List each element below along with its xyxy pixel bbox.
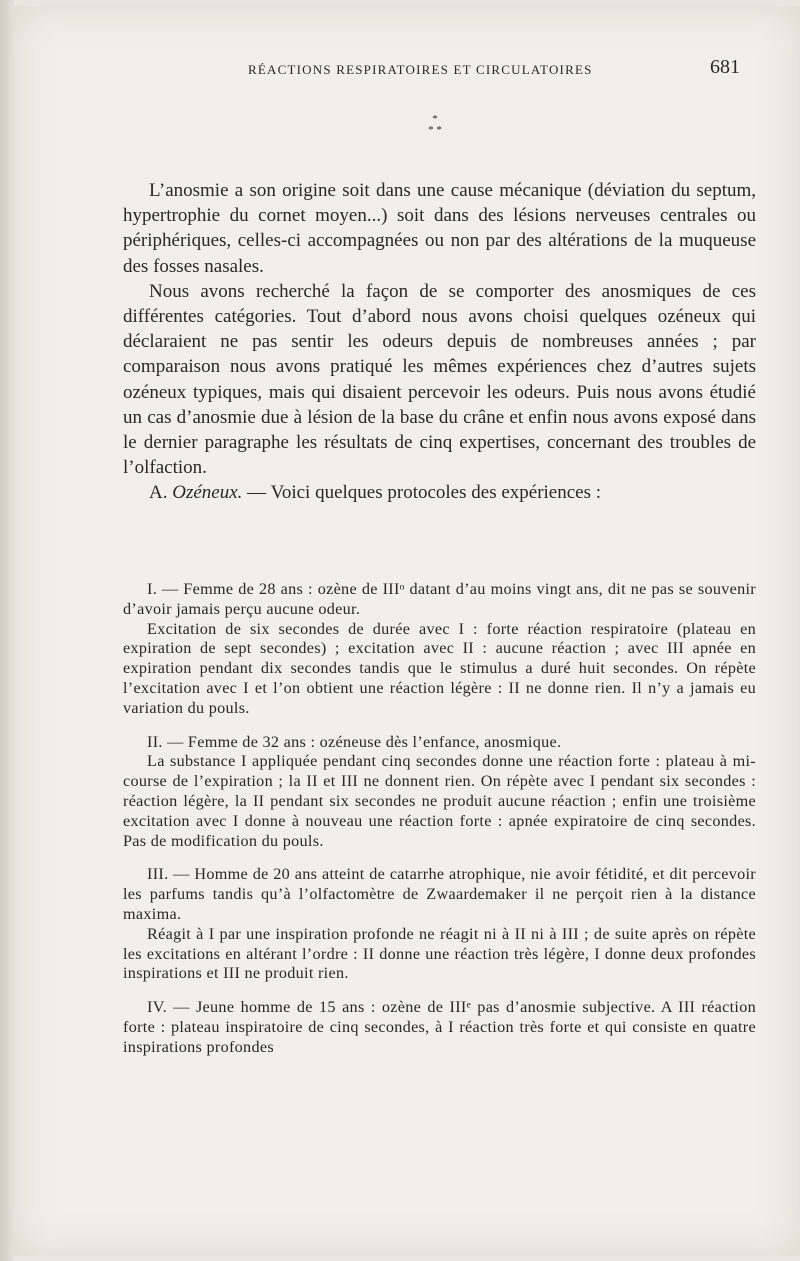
section-intro: — Voici quelques protocoles des expériences : [247,482,602,504]
section-title: Ozéneux. [172,482,243,504]
protocol-case-1 [123,580,756,719]
case-1-description: I. — Femme de 28 ans : ozène de IIIᵒ datant d’au moins vingt ans, dit ne pas se souvenir d’avoir jamais perçu aucune odeur. [123,580,756,618]
main-text [123,178,756,506]
section-ornament [420,114,450,136]
protocol-list [123,580,756,1058]
case-1-results: Excitation de six secondes de durée avec I : forte réaction respiratoire (plateau en expiration de sept secondes) ; excitation avec II : aucune réaction ; avec III apnée en expiration pendant dix secondes tandis que le stimulus a duré huit secondes. On répète l’excitation avec I et l’on obtient une réaction légère : II ne donne rien. Il n’y a jamais eu variation du pouls. [123,619,756,717]
running-head: RÉACTIONS RESPIRATOIRES ET CIRCULATOIRES [248,62,593,77]
paragraph-ozeneux-heading [123,480,756,505]
protocol-case-3 [123,865,756,984]
protocol-case-2 [123,733,756,852]
case-3-results: Réagit à I par une inspiration profonde ne réagit ni à II ni à III ; de suite après on répète les excitations en altérant l’ordre : II donne une réaction très légère, I donne deux profondes inspirations et III ne produit rien. [123,924,756,983]
page-number: 681 [710,56,740,78]
binding-shadow [0,0,14,1261]
case-3-description: III. — Homme de 20 ans atteint de catarrhe atrophique, nie avoir fétidité, et dit percevoir les parfums tandis qu’à l’olfactomètre de Zwaardemaker il ne perçoit rien à la distance maxima. [123,865,756,923]
paragraph-recherche: Nous avons recherché la façon de se comporter des anosmiques de ces différentes catégories. Tout d’abord nous avons choisi quelques ozéneux qui déclaraient ne pas sentir les odeurs depuis de nombreuses années ; par comparaison nous avons pratiqué les mêmes expériences chez d’autres sujets ozéneux typiques, mais qui disaient percevoir les odeurs. Puis nous avons étudié un cas d’anosmie due à lésion de la base du crâne et enfin nous avons exposé dans le dernier paragraphe les résultats de cinq expertises, concernant des troubles de l’olfaction. [123,280,756,479]
case-2-results: La substance I appliquée pendant cinq secondes donne une réaction forte : plateau à mi-course de l’expiration ; la II et III ne donnent rien. On répète avec I pendant six secondes : réaction légère, la II pendant six secondes ne produit aucune réaction ; enfin une troisième excitation avec I donne à nouveau une réaction forte : apnée expiratoire de cinq secondes. Pas de modification du pouls. [123,752,756,850]
ornament-star-top: * [432,113,438,125]
section-label: A. [149,482,168,504]
case-2-description: II. — Femme de 32 ans : ozéneuse dès l’enfance, anosmique. [147,732,562,751]
case-4-description: IV. — Jeune homme de 15 ans : ozène de IIIᵉ pas d’anosmie subjective. A III réaction forte : plateau inspiratoire de cinq secondes, à I réaction très forte et qui consiste en quatre inspirations profondes [123,998,756,1056]
paragraph-anosmie: L’anosmie a son origine soit dans une cause mécanique (déviation du septum, hypertrophie du cornet moyen...) soit dans des lésions nerveuses centrales ou périphériques, celles-ci accompagnées ou non par des altérations de la muqueuse des fosses nasales. [123,180,756,277]
ornament-star-bottom: * * [428,124,442,136]
protocol-case-4 [123,998,756,1057]
